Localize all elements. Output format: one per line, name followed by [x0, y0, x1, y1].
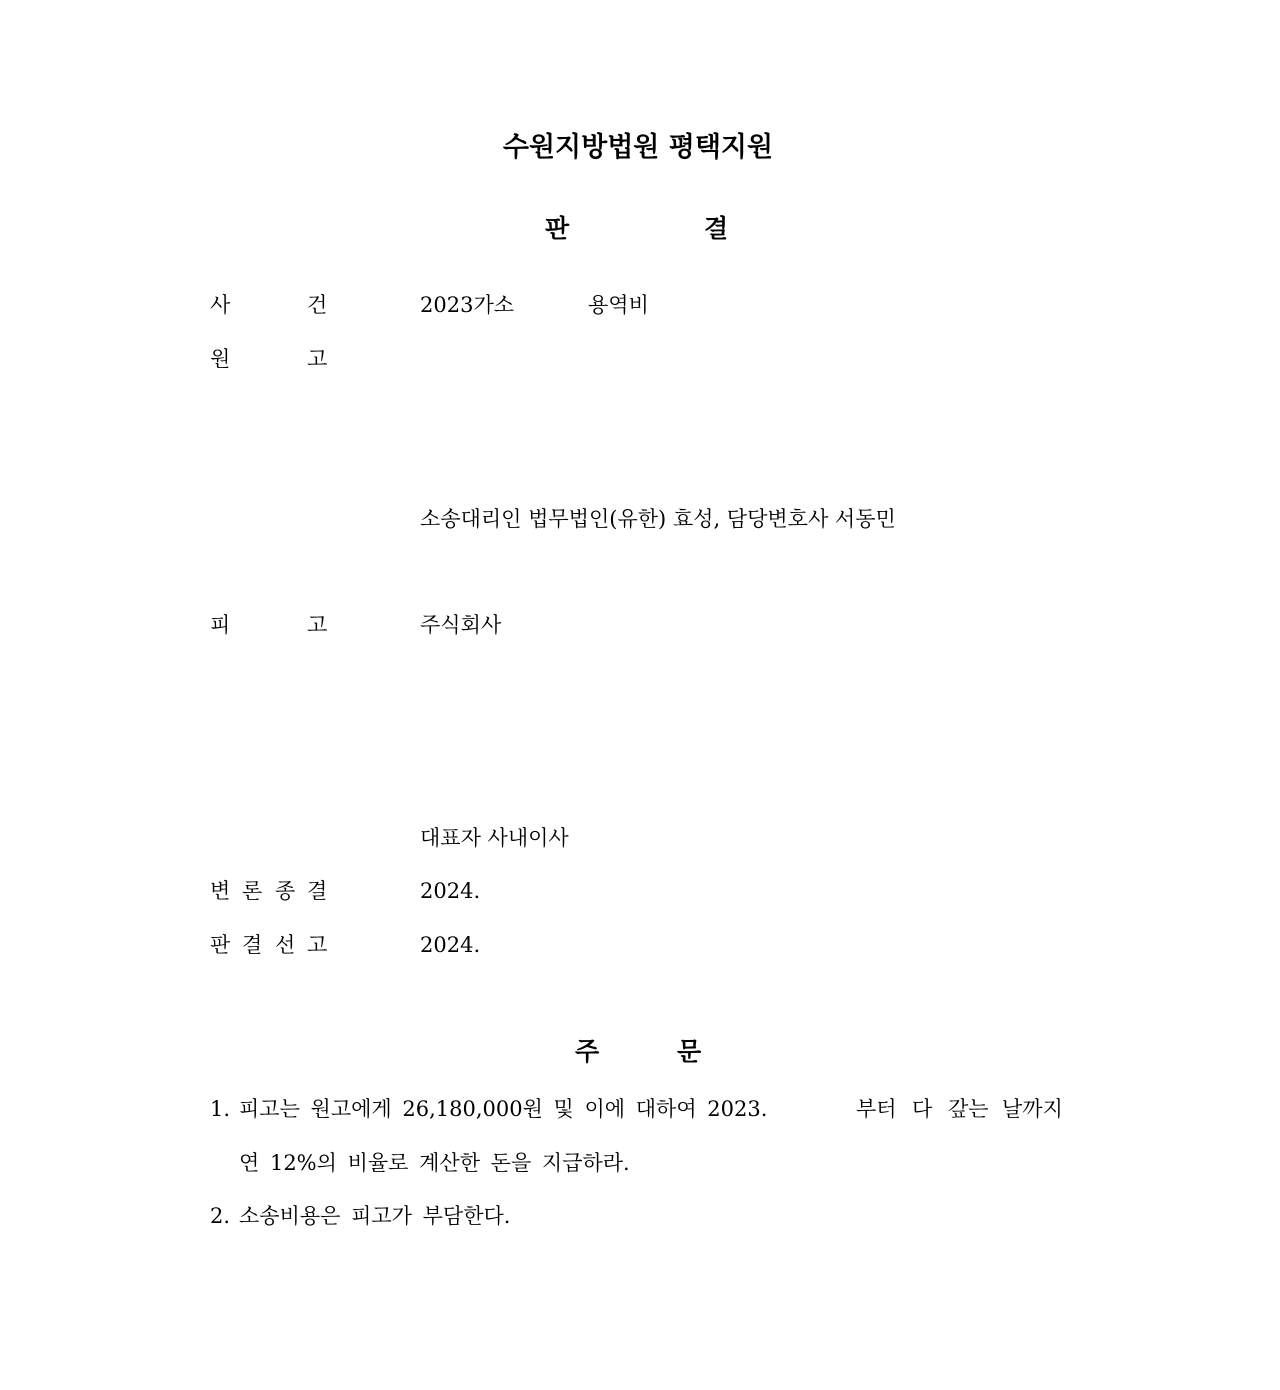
order-item-word: 갚는 — [948, 1097, 989, 1121]
case-label — [210, 290, 340, 320]
label-char: 피 — [210, 613, 231, 637]
hearing-closed-date: 2024. — [420, 879, 481, 903]
label-char: 종 — [275, 879, 296, 903]
label-char: 원 — [210, 347, 231, 371]
label-char: 판 — [210, 933, 231, 957]
defendant-representative: 대표자 사내이사 — [420, 826, 569, 850]
document-title — [0, 211, 1280, 247]
order-item-number: 2. — [210, 1204, 231, 1228]
case-number: 2023가소 — [420, 293, 515, 317]
order-item-word: 날까지 — [1002, 1097, 1063, 1121]
label-char: 건 — [307, 293, 328, 317]
label-char: 결 — [242, 933, 263, 957]
label-char: 결 — [307, 879, 328, 903]
order-item-text: 소송비용은 피고가 부담한다. — [239, 1204, 511, 1228]
order-item-word: 다 — [912, 1097, 933, 1121]
judgment-date-label — [210, 930, 340, 960]
order-title-char: 문 — [677, 1037, 702, 1066]
label-char: 변 — [210, 879, 231, 903]
plaintiff-label — [210, 344, 340, 374]
plaintiff-counsel: 소송대리인 법무법인(유한) 효성, 담당변호사 서동민 — [420, 507, 896, 531]
defendant-label — [210, 610, 340, 640]
defendant-name: 주식회사 — [420, 613, 502, 637]
document-title-char: 판 — [545, 214, 570, 243]
judgment-date: 2024. — [420, 933, 481, 957]
order-item-1-line-2: 연 12%의 비율로 계산한 돈을 지급하라. — [239, 1151, 630, 1175]
order-item-text: 피고는 원고에게 26,180,000원 및 이에 대하여 2023. — [239, 1097, 768, 1121]
label-char: 고 — [307, 933, 328, 957]
order-item-word: 부터 — [856, 1097, 897, 1121]
label-char: 고 — [307, 347, 328, 371]
order-title — [0, 1034, 1280, 1070]
document-title-char: 결 — [704, 214, 729, 243]
order-item-2 — [210, 1201, 810, 1231]
label-char: 사 — [210, 293, 231, 317]
order-item-1-line-1 — [210, 1094, 1080, 1124]
order-title-char: 주 — [575, 1037, 600, 1066]
label-char: 론 — [242, 879, 263, 903]
hearing-closed-label — [210, 876, 340, 906]
label-char: 고 — [307, 613, 328, 637]
order-item-number: 1. — [210, 1097, 231, 1121]
case-name: 용역비 — [588, 293, 649, 317]
court-name: 수원지방법원 평택지원 — [502, 132, 774, 163]
label-char: 선 — [275, 933, 296, 957]
